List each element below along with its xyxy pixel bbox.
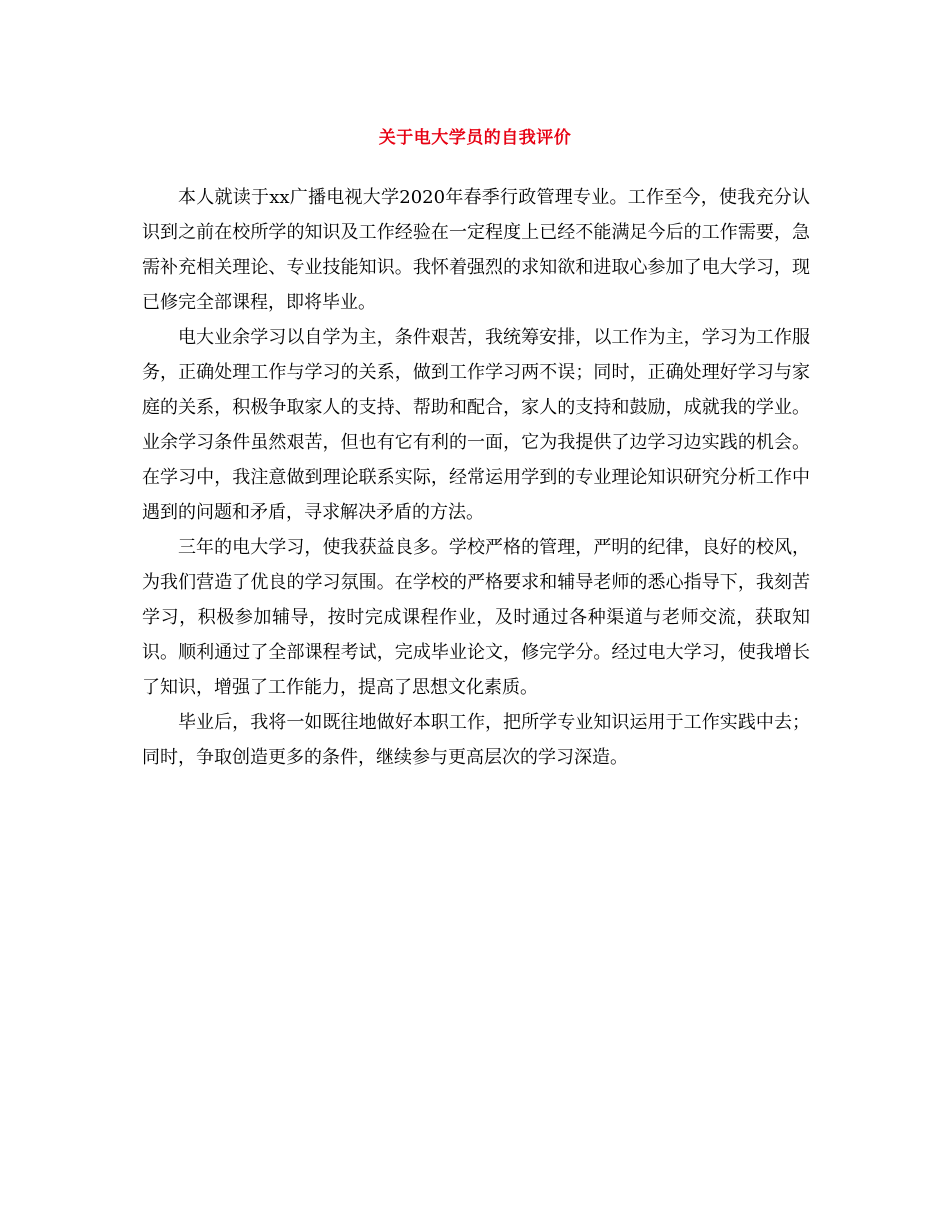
paragraph-4: 毕业后，我将一如既往地做好本职工作，把所学专业知识运用于工作实践中去；同时，争取创造更多的条件，继续参与更高层次的学习深造。 — [142, 712, 810, 768]
paragraph-1: 本人就读于xx广播电视大学2020年春季行政管理专业。工作至今，使我充分认识到之前在校所学的知识及工作经验在一定程度上已经不能满足今后的工作需要，急需补充相关理论、专业技能知识。我怀着强烈的求知欲和进取心参加了电大学习，现已修完全部课程，即将毕业。 — [142, 187, 810, 313]
paragraph-2: 电大业余学习以自学为主，条件艰苦，我统筹安排，以工作为主，学习为工作服务，正确处理工作与学习的关系，做到工作学习两不误；同时，正确处理好学习与家庭的关系，积极争取家人的支持、帮助和配合，家人的支持和鼓励，成就我的学业。业余学习条件虽然艰苦，但也有它有利的一面，它为我提供了边学习边实践的机会。在学习中，我注意做到理论联系实际，经常运用学到的专业理论知识研究分析工作中遇到的问题和矛盾，寻求解决矛盾的方法。 — [142, 327, 810, 523]
document-body — [142, 180, 810, 775]
document-title: 关于电大学员的自我评价 — [378, 128, 572, 148]
paragraph-3: 三年的电大学习，使我获益良多。学校严格的管理，严明的纪律，良好的校风，为我们营造了优良的学习氛围。在学校的严格要求和辅导老师的悉心指导下，我刻苦学习，积极参加辅导，按时完成课程作业，及时通过各种渠道与老师交流，获取知识。顺利通过了全部课程考试，完成毕业论文，修完学分。经过电大学习，使我增长了知识，增强了工作能力，提高了思想文化素质。 — [142, 537, 810, 698]
